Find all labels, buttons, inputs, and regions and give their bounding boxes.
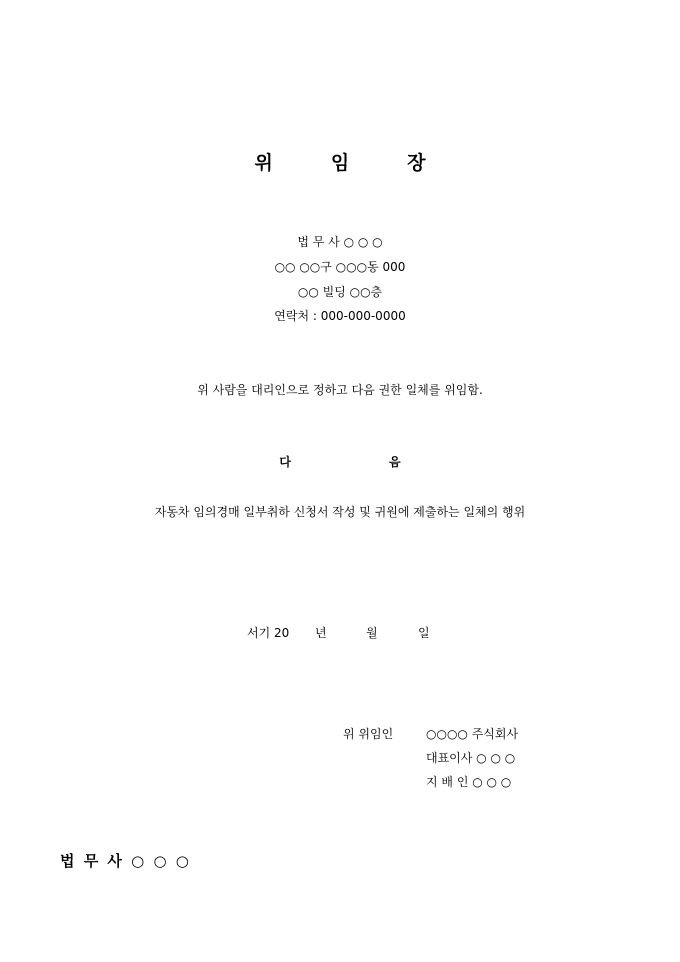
title-char-3: 장 xyxy=(407,152,426,174)
date-year-unit: 년 xyxy=(315,626,327,640)
agent-contact: 연락처 : 000-000-0000 xyxy=(274,309,406,323)
date-day-unit: 일 xyxy=(418,626,430,640)
date-prefix: 서기 20 xyxy=(247,626,290,640)
authority-description: 자동차 임의경매 일부취하 신청서 작성 및 귀원에 제출하는 일체의 행위 xyxy=(154,505,526,519)
delegator-company: ○○○○ 주식회사 xyxy=(426,727,519,741)
agent-address-line1: ○○ ○○구 ○○○동 000 xyxy=(274,260,406,274)
footer-signature: 법 무 사 ○ ○ ○ xyxy=(60,852,191,870)
agent-name: 법 무 사 ○ ○ ○ xyxy=(297,235,383,249)
heading-da: 다 xyxy=(279,455,291,469)
delegator-manager: 지 배 인 ○ ○ ○ xyxy=(426,775,512,789)
section-heading xyxy=(0,453,680,470)
date-month-unit: 월 xyxy=(366,626,378,640)
agent-address-line2: ○○ 빌딩 ○○층 xyxy=(297,285,383,299)
document-title xyxy=(0,148,680,175)
delegation-statement: 위 사람을 대리인으로 정하고 다음 권한 일체를 위임함. xyxy=(197,383,483,397)
title-char-2: 임 xyxy=(330,152,350,174)
title-char-1: 위 xyxy=(254,152,273,174)
delegator-label: 위 위임인 xyxy=(343,727,394,741)
heading-eum: 음 xyxy=(389,455,401,469)
delegator-representative: 대표이사 ○ ○ ○ xyxy=(426,751,516,765)
